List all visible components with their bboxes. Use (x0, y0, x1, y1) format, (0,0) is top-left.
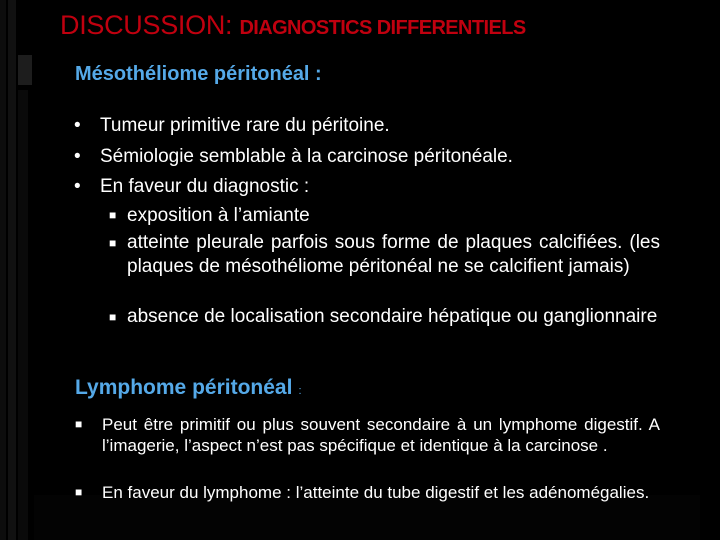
lympho-heading-text: Lymphome péritonéal (75, 376, 293, 399)
meso-heading: Mésothéliome péritonéal : (75, 63, 322, 85)
meso-sub-text: absence de localisation secondaire hépatique ou ganglionnaire (127, 306, 658, 327)
meso-bullet (74, 144, 513, 169)
meso-sub-text: atteinte pleurale parfois sous forme de plaques calcifiées. (les plaques de mésothéliome péritonéal ne se calcifient jamais) (127, 232, 660, 277)
meso-sub-bullet (109, 231, 660, 279)
square-bullet-icon: ■ (75, 485, 83, 499)
meso-sub-text: exposition à l’amiante (127, 205, 310, 226)
square-bullet-icon: ■ (109, 310, 117, 324)
lympho-heading (75, 376, 302, 400)
lympho-bullet-text: Peut être primitif ou plus souvent secondaire à un lymphome digestif. A l’imagerie, l’aspect n’est pas spécifique et identique à la carcinose . (102, 415, 660, 455)
meso-bullet-text: Sémiologie semblable à la carcinose péritonéale. (100, 146, 513, 167)
bullet-dot-icon: • (74, 176, 81, 197)
lympho-bullet (75, 482, 660, 503)
title-part-2: DIAGNOSTICS DIFFERENTIELS (239, 17, 526, 39)
bullet-dot-icon: • (74, 115, 81, 136)
meso-bullet-text: Tumeur primitive rare du péritoine. (100, 115, 390, 136)
square-bullet-icon: ■ (109, 236, 117, 250)
square-bullet-icon: ■ (109, 208, 117, 222)
title-part-1: DISCUSSION: (60, 10, 240, 40)
square-bullet-icon: ■ (75, 417, 83, 431)
meso-bullet (74, 113, 390, 138)
lympho-bullet-text: En faveur du lymphome : l’atteinte du tube digestif et les adénomégalies. (102, 483, 650, 502)
meso-sub-bullet (109, 305, 660, 329)
meso-bullet (74, 174, 310, 199)
meso-sub-bullet (109, 203, 667, 228)
bullet-dot-icon: • (74, 146, 81, 167)
lympho-bullet (75, 414, 660, 456)
meso-bullet-text: En faveur du diagnostic : (100, 176, 310, 197)
lympho-heading-suffix: : (298, 385, 302, 397)
